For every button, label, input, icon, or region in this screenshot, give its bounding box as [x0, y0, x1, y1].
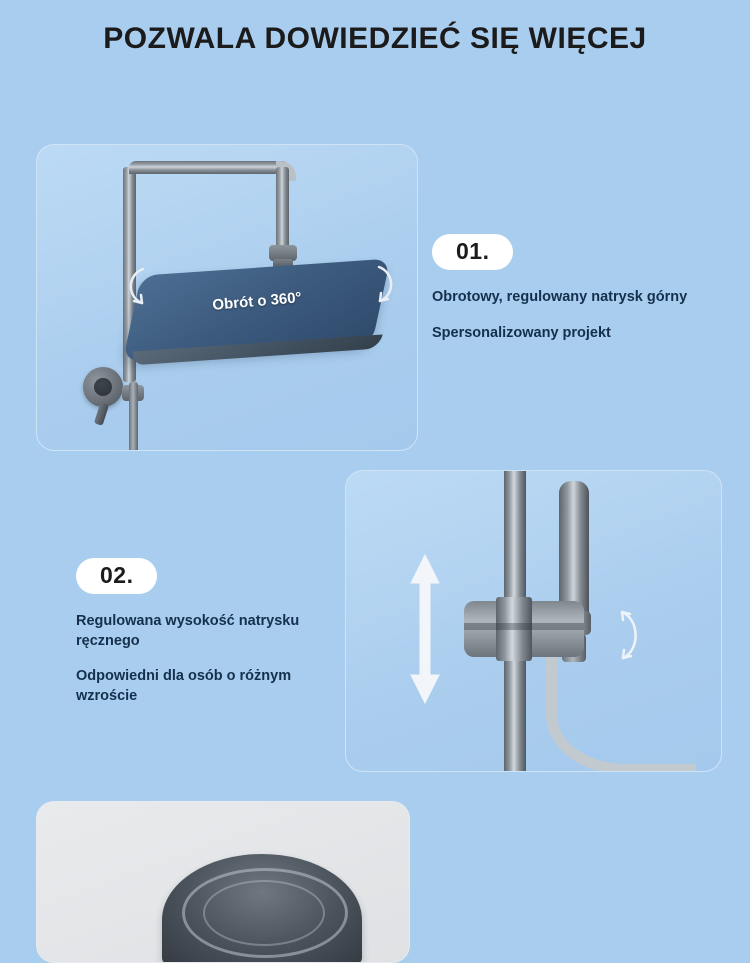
feature-01-info [432, 234, 732, 343]
riser-lower-bar [129, 382, 138, 451]
page-title: POZWALA DOWIEDZIEĆ SIĘ WIĘCEJ [103, 22, 647, 55]
feature-02-line-2: Odpowiedni dla osób o różnym wzroście [76, 668, 292, 704]
rotation-label: Obrót o 360° [211, 289, 303, 314]
feature-02-number-badge: 02. [76, 558, 157, 594]
feature-01-line-2: Spersonalizowany projekt [432, 324, 611, 341]
shower-spout-pipe [276, 167, 289, 249]
shower-base-ring-inner [203, 880, 325, 946]
sliding-holder-lip [464, 623, 584, 630]
shower-base-photo [36, 801, 410, 963]
feature-02-line-1: Regulowana wysokość natrysku ręcznego [76, 613, 300, 649]
sliding-holder-photo [345, 470, 722, 772]
shower-arm-pipe [129, 161, 289, 174]
rotation-arrow-left-icon [121, 265, 149, 307]
arrow-up-down-icon [408, 549, 442, 709]
shower-hose [546, 657, 696, 772]
rotation-arrow-icon [614, 606, 648, 664]
feature-01-line-1: Obrotowy, regulowany natrysk górny [432, 289, 688, 305]
wall-mount-center [94, 378, 112, 396]
overhead-shower-photo [36, 144, 418, 451]
feature-01-number-badge: 01. [432, 234, 513, 270]
feature-02-info [76, 558, 348, 706]
rotation-arrow-right-icon [373, 263, 401, 305]
